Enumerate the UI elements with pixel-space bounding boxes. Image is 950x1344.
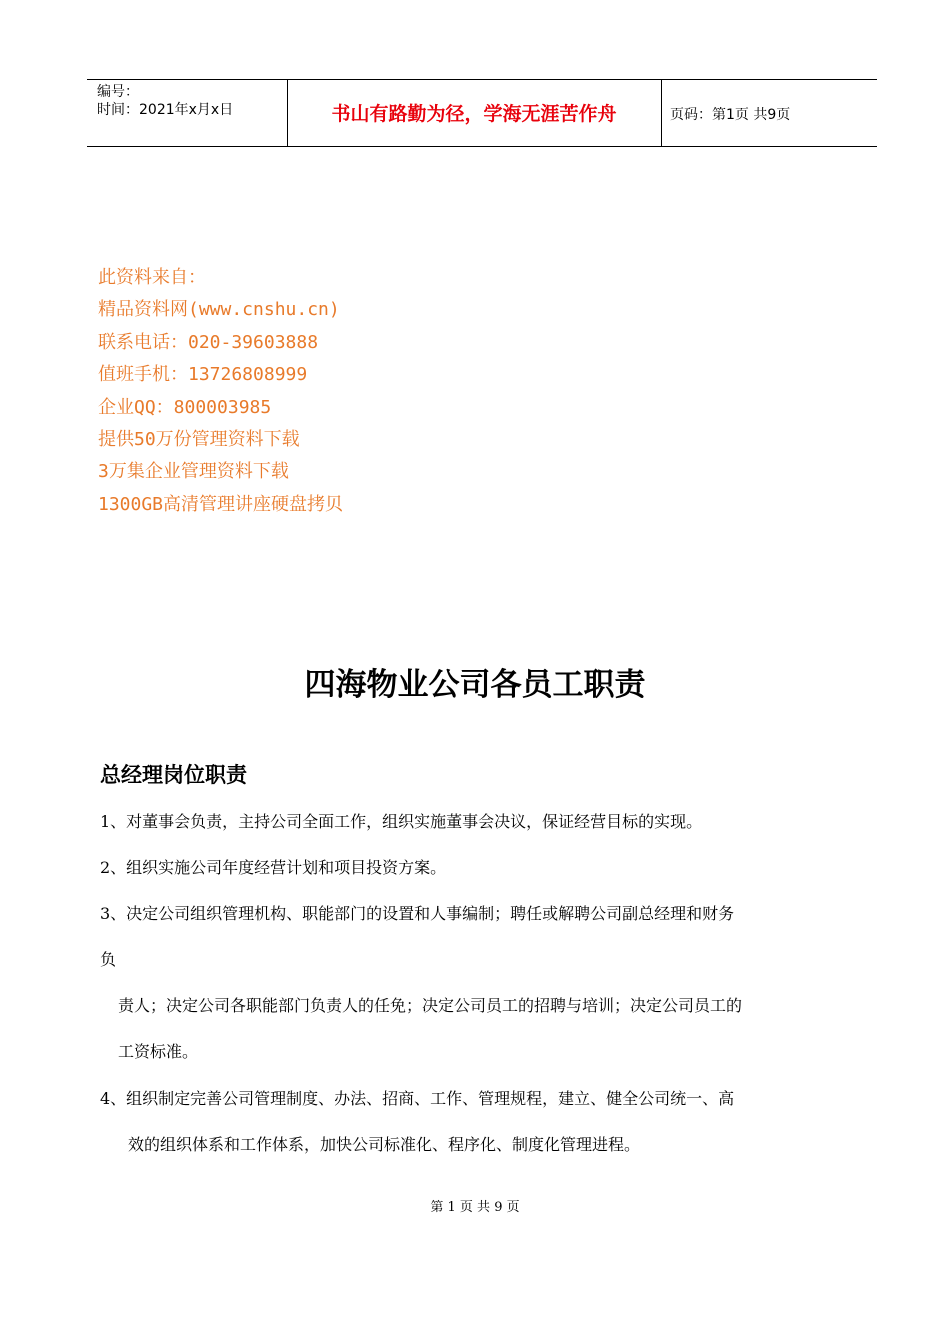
body-line: 责人；决定公司各职能部门负责人的任免；决定公司员工的招聘与培训；决定公司员工的 bbox=[118, 996, 743, 1015]
promo-line: 精品资料网(www.cnshu.cn) bbox=[98, 299, 340, 321]
promo-line: 联系电话：020-39603888 bbox=[98, 331, 319, 353]
body-line: 1、对董事会负责，主持公司全面工作，组织实施董事会决议，保证经营目标的实现。 bbox=[100, 812, 703, 831]
promo-line: 此资料来自： bbox=[98, 267, 206, 288]
promo-line: 1300GB高清管理讲座硬盘拷贝 bbox=[98, 493, 344, 515]
document-time-label: 时间：2021年x月x日 bbox=[97, 102, 234, 118]
document-number-label: 编号： bbox=[97, 84, 139, 100]
body-line: 负 bbox=[100, 950, 117, 969]
body-line: 3、决定公司组织管理机构、职能部门的设置和人事编制；聘任或解聘公司副总经理和财务 bbox=[100, 904, 735, 923]
body-line: 效的组织体系和工作体系，加快公司标准化、程序化、制度化管理进程。 bbox=[128, 1135, 641, 1154]
body-line: 工资标准。 bbox=[118, 1042, 199, 1061]
document-title: 四海物业公司各员工职责 bbox=[304, 667, 646, 703]
promo-line: 企业QQ：800003985 bbox=[98, 396, 272, 418]
promo-line: 值班手机：13726808999 bbox=[98, 364, 308, 386]
page-footer: 第 1 页 共 9 页 bbox=[430, 1200, 520, 1215]
promo-block bbox=[98, 262, 343, 521]
header-page-label: 页码：第1页 共9页 bbox=[670, 107, 791, 123]
promo-line: 提供50万份管理资料下载 bbox=[98, 429, 300, 451]
promo-line: 3万集企业管理资料下载 bbox=[98, 461, 289, 483]
body-line: 2、组织实施公司年度经营计划和项目投资方案。 bbox=[100, 858, 447, 877]
body-line: 4、组织制定完善公司管理制度、办法、招商、工作、管理规程，建立、健全公司统一、高 bbox=[100, 1089, 735, 1108]
section-heading: 总经理岗位职责 bbox=[100, 763, 247, 787]
header-divider bbox=[661, 80, 662, 146]
document-header bbox=[87, 79, 877, 147]
header-motto: 书山有路勤为径，学海无涯苦作舟 bbox=[331, 103, 617, 125]
